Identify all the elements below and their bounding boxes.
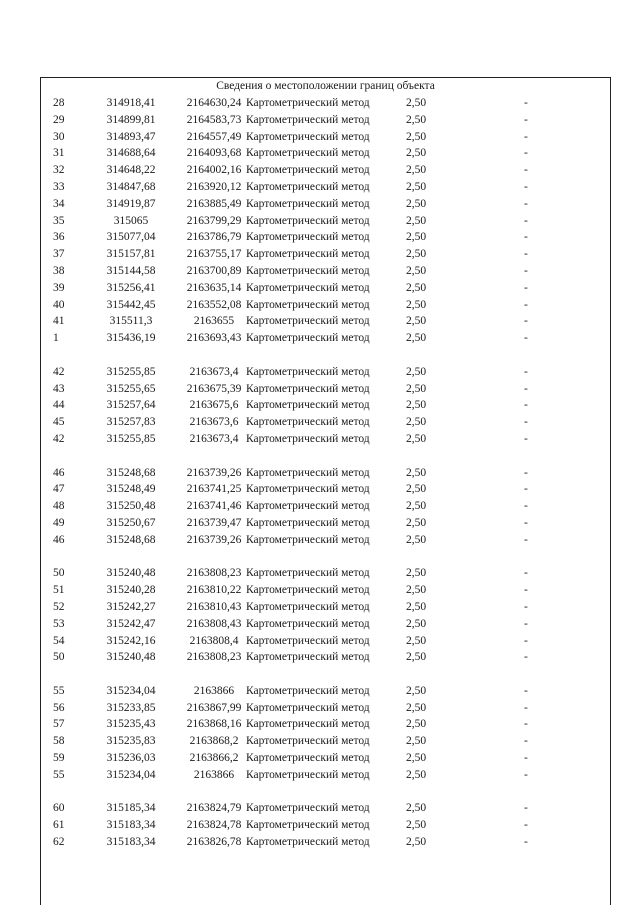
coordinate-y: 2163808,23	[186, 567, 242, 580]
method: Картометрический метод	[246, 819, 370, 832]
table-row	[41, 465, 610, 482]
description: -	[524, 315, 528, 328]
accuracy: 2,50	[406, 248, 427, 261]
point-number: 39	[53, 281, 65, 294]
method: Картометрический метод	[246, 197, 370, 210]
coordinate-x: 314688,64	[106, 147, 156, 160]
description: -	[524, 836, 528, 849]
point-number: 29	[53, 113, 65, 126]
coordinate-x: 315183,34	[106, 819, 156, 832]
coordinate-y: 2163635,14	[186, 281, 242, 294]
description: -	[524, 264, 528, 277]
accuracy: 2,50	[406, 836, 427, 849]
description: -	[524, 752, 528, 765]
point-number: 28	[53, 97, 65, 109]
table-row	[41, 313, 610, 330]
method: Картометрический метод	[246, 248, 370, 261]
method: Картометрический метод	[246, 130, 370, 143]
table-row	[41, 700, 610, 717]
coordinate-x: 315257,83	[106, 416, 156, 429]
coordinate-x: 315248,49	[106, 483, 156, 496]
coordinate-y: 2164630,24	[186, 97, 242, 109]
description: -	[524, 500, 528, 513]
point-number: 34	[53, 197, 65, 210]
point-number: 46	[53, 466, 65, 479]
coordinate-y: 2163866	[193, 768, 235, 781]
point-number: 61	[53, 819, 65, 832]
point-number: 51	[53, 584, 65, 597]
point-number: 43	[53, 382, 65, 395]
method: Картометрический метод	[246, 768, 370, 781]
accuracy: 2,50	[406, 768, 427, 781]
method: Картометрический метод	[246, 533, 370, 546]
table-row	[41, 162, 610, 179]
table-row	[41, 129, 610, 146]
accuracy: 2,50	[406, 600, 427, 613]
coordinate-x: 315255,65	[106, 382, 156, 395]
coordinate-x: 314919,87	[106, 197, 156, 210]
accuracy: 2,50	[406, 365, 427, 378]
description: -	[524, 432, 528, 445]
method: Картометрический метод	[246, 97, 370, 109]
point-number: 57	[53, 718, 65, 731]
accuracy: 2,50	[406, 466, 427, 479]
description: -	[524, 617, 528, 630]
coordinate-x: 315234,04	[106, 684, 156, 697]
point-number: 54	[53, 634, 65, 647]
boundary-table	[40, 77, 611, 905]
coordinate-y: 2163700,89	[186, 264, 242, 277]
coordinate-x: 314918,41	[106, 97, 156, 109]
table-row	[41, 800, 610, 817]
method: Картометрический метод	[246, 214, 370, 227]
point-number: 44	[53, 399, 65, 412]
coordinate-x: 315240,48	[106, 651, 156, 664]
coordinate-y: 2163810,43	[186, 600, 242, 613]
method: Картометрический метод	[246, 516, 370, 529]
point-number: 58	[53, 735, 65, 748]
coordinate-y: 2163868,16	[186, 718, 242, 731]
coordinate-y: 2163673,4	[189, 432, 239, 445]
accuracy: 2,50	[406, 281, 427, 294]
description: -	[524, 97, 528, 109]
coordinate-y: 2163824,79	[186, 802, 242, 815]
coordinate-x: 315234,04	[106, 768, 156, 781]
point-number: 38	[53, 264, 65, 277]
table-row	[41, 599, 610, 616]
coordinate-x: 315256,41	[106, 281, 156, 294]
table-row	[41, 649, 610, 666]
method: Картометрический метод	[246, 432, 370, 445]
coordinate-x: 315257,64	[106, 399, 156, 412]
table-row	[41, 112, 610, 129]
accuracy: 2,50	[406, 533, 427, 546]
method: Картометрический метод	[246, 634, 370, 647]
coordinate-y: 2163739,26	[186, 533, 242, 546]
coordinate-y: 2163824,78	[186, 819, 242, 832]
method: Картометрический метод	[246, 399, 370, 412]
coordinate-x: 314893,47	[106, 130, 156, 143]
table-row	[41, 582, 610, 599]
accuracy: 2,50	[406, 483, 427, 496]
description: -	[524, 634, 528, 647]
description: -	[524, 214, 528, 227]
coordinate-y: 2163693,43	[186, 332, 242, 345]
coordinate-y: 2164557,49	[186, 130, 242, 143]
table-row	[41, 414, 610, 431]
point-number: 46	[53, 533, 65, 546]
point-number: 48	[53, 500, 65, 513]
description: -	[524, 701, 528, 714]
description: -	[524, 147, 528, 160]
point-number: 42	[53, 365, 65, 378]
coordinate-y: 2163675,39	[186, 382, 242, 395]
accuracy: 2,50	[406, 802, 427, 815]
accuracy: 2,50	[406, 332, 427, 345]
coordinate-x: 315250,67	[106, 516, 156, 529]
description: -	[524, 180, 528, 193]
point-number: 55	[53, 684, 65, 697]
table-row	[41, 397, 610, 414]
coordinate-x: 314899,81	[106, 113, 156, 126]
method: Картометрический метод	[246, 147, 370, 160]
point-number: 37	[53, 248, 65, 261]
description: -	[524, 567, 528, 580]
accuracy: 2,50	[406, 752, 427, 765]
table-row	[41, 515, 610, 532]
method: Картометрический метод	[246, 584, 370, 597]
coordinate-y: 2163810,22	[186, 584, 242, 597]
method: Картометрический метод	[246, 298, 370, 311]
method: Картометрический метод	[246, 752, 370, 765]
coordinate-y: 2163673,6	[189, 416, 239, 429]
coordinate-x: 315065	[113, 214, 149, 227]
point-number: 31	[53, 147, 65, 160]
row-separator	[41, 666, 610, 683]
point-number: 36	[53, 231, 65, 244]
table-row	[41, 246, 610, 263]
coordinate-x: 315242,27	[106, 600, 156, 613]
method: Картометрический метод	[246, 416, 370, 429]
point-number: 55	[53, 768, 65, 781]
method: Картометрический метод	[246, 802, 370, 815]
accuracy: 2,50	[406, 516, 427, 529]
coordinate-x: 314648,22	[106, 164, 156, 177]
point-number: 42	[53, 432, 65, 445]
coordinate-x: 315157,81	[106, 248, 156, 261]
coordinate-y: 2163799,29	[186, 214, 242, 227]
row-separator	[41, 448, 610, 465]
coordinate-x: 315250,48	[106, 500, 156, 513]
description: -	[524, 332, 528, 345]
coordinate-y: 2163739,47	[186, 516, 242, 529]
table-row	[41, 834, 610, 851]
method: Картометрический метод	[246, 332, 370, 345]
description: -	[524, 684, 528, 697]
point-number: 35	[53, 214, 65, 227]
table-row	[41, 364, 610, 381]
coordinate-x: 315240,28	[106, 584, 156, 597]
method: Картометрический метод	[246, 365, 370, 378]
accuracy: 2,50	[406, 130, 427, 143]
accuracy: 2,50	[406, 231, 427, 244]
description: -	[524, 298, 528, 311]
coordinate-x: 315255,85	[106, 432, 156, 445]
method: Картометрический метод	[246, 382, 370, 395]
method: Картометрический метод	[246, 466, 370, 479]
accuracy: 2,50	[406, 584, 427, 597]
description: -	[524, 651, 528, 664]
row-separator	[41, 784, 610, 801]
coordinate-y: 2164002,16	[186, 164, 242, 177]
description: -	[524, 584, 528, 597]
table-row	[41, 481, 610, 498]
table-row	[41, 683, 610, 700]
table-row	[41, 716, 610, 733]
table-row	[41, 213, 610, 230]
table-row	[41, 297, 610, 314]
table-row	[41, 95, 610, 112]
coordinate-x: 315511,3	[109, 315, 153, 328]
accuracy: 2,50	[406, 735, 427, 748]
coordinate-y: 2163739,26	[186, 466, 242, 479]
accuracy: 2,50	[406, 180, 427, 193]
method: Картометрический метод	[246, 500, 370, 513]
accuracy: 2,50	[406, 651, 427, 664]
description: -	[524, 416, 528, 429]
point-number: 56	[53, 701, 65, 714]
description: -	[524, 819, 528, 832]
accuracy: 2,50	[406, 500, 427, 513]
point-number: 30	[53, 130, 65, 143]
coordinate-y: 2163808,23	[186, 651, 242, 664]
point-number: 45	[53, 416, 65, 429]
table-row	[41, 431, 610, 448]
accuracy: 2,50	[406, 701, 427, 714]
coordinate-x: 315248,68	[106, 533, 156, 546]
table-row	[41, 263, 610, 280]
coordinate-y: 2163741,25	[186, 483, 242, 496]
coordinate-x: 315240,48	[106, 567, 156, 580]
coordinate-y: 2163675,6	[189, 399, 239, 412]
coordinate-x: 315242,16	[106, 634, 156, 647]
coordinate-x: 315442,45	[106, 298, 156, 311]
method: Картометрический метод	[246, 281, 370, 294]
method: Картометрический метод	[246, 264, 370, 277]
accuracy: 2,50	[406, 315, 427, 328]
point-number: 50	[53, 567, 65, 580]
method: Картометрический метод	[246, 617, 370, 630]
method: Картометрический метод	[246, 600, 370, 613]
table-title: Сведения о местоположении границ объекта	[216, 80, 435, 92]
coordinate-y: 2163552,08	[186, 298, 242, 311]
point-number: 52	[53, 600, 65, 613]
table-row	[41, 179, 610, 196]
description: -	[524, 466, 528, 479]
table-body	[41, 95, 610, 851]
point-number: 33	[53, 180, 65, 193]
point-number: 1	[53, 332, 59, 345]
point-number: 41	[53, 315, 65, 328]
description: -	[524, 399, 528, 412]
coordinate-y: 2164583,73	[186, 113, 242, 126]
coordinate-x: 315183,34	[106, 836, 156, 849]
table-row	[41, 750, 610, 767]
coordinate-x: 315242,47	[106, 617, 156, 630]
method: Картометрический метод	[246, 701, 370, 714]
accuracy: 2,50	[406, 432, 427, 445]
description: -	[524, 533, 528, 546]
description: -	[524, 197, 528, 210]
accuracy: 2,50	[406, 399, 427, 412]
description: -	[524, 113, 528, 126]
table-row	[41, 330, 610, 347]
accuracy: 2,50	[406, 718, 427, 731]
method: Картометрический метод	[246, 651, 370, 664]
method: Картометрический метод	[246, 567, 370, 580]
description: -	[524, 130, 528, 143]
table-row	[41, 633, 610, 650]
method: Картометрический метод	[246, 113, 370, 126]
point-number: 60	[53, 802, 65, 815]
accuracy: 2,50	[406, 113, 427, 126]
coordinate-x: 315236,03	[106, 752, 156, 765]
accuracy: 2,50	[406, 819, 427, 832]
table-row	[41, 817, 610, 834]
accuracy: 2,50	[406, 214, 427, 227]
point-number: 62	[53, 836, 65, 849]
point-number: 50	[53, 651, 65, 664]
point-number: 40	[53, 298, 65, 311]
description: -	[524, 802, 528, 815]
accuracy: 2,50	[406, 684, 427, 697]
coordinate-x: 315255,85	[106, 365, 156, 378]
description: -	[524, 164, 528, 177]
coordinate-y: 2163826,78	[186, 836, 242, 849]
coordinate-x: 315077,04	[106, 231, 156, 244]
coordinate-x: 315235,83	[106, 735, 156, 748]
point-number: 32	[53, 164, 65, 177]
method: Картометрический метод	[246, 684, 370, 697]
table-row	[41, 229, 610, 246]
accuracy: 2,50	[406, 416, 427, 429]
method: Картометрический метод	[246, 315, 370, 328]
description: -	[524, 382, 528, 395]
description: -	[524, 281, 528, 294]
method: Картометрический метод	[246, 483, 370, 496]
method: Картометрический метод	[246, 231, 370, 244]
point-number: 49	[53, 516, 65, 529]
accuracy: 2,50	[406, 197, 427, 210]
description: -	[524, 735, 528, 748]
method: Картометрический метод	[246, 180, 370, 193]
description: -	[524, 718, 528, 731]
table-row	[41, 532, 610, 549]
accuracy: 2,50	[406, 298, 427, 311]
row-separator	[41, 347, 610, 364]
row-separator	[41, 549, 610, 566]
table-row	[41, 565, 610, 582]
coordinate-x: 315144,58	[106, 264, 156, 277]
description: -	[524, 231, 528, 244]
table-row	[41, 767, 610, 784]
coordinate-y: 2163755,17	[186, 248, 242, 261]
accuracy: 2,50	[406, 617, 427, 630]
coordinate-y: 2163885,49	[186, 197, 242, 210]
coordinate-x: 315185,34	[106, 802, 156, 815]
description: -	[524, 768, 528, 781]
accuracy: 2,50	[406, 567, 427, 580]
table-row	[41, 196, 610, 213]
accuracy: 2,50	[406, 634, 427, 647]
coordinate-y: 2163808,43	[186, 617, 242, 630]
coordinate-x: 315235,43	[106, 718, 156, 731]
coordinate-y: 2163786,79	[186, 231, 242, 244]
point-number: 59	[53, 752, 65, 765]
table-row	[41, 616, 610, 633]
method: Картометрический метод	[246, 836, 370, 849]
description: -	[524, 248, 528, 261]
table-row	[41, 498, 610, 515]
table-row	[41, 733, 610, 750]
coordinate-x: 314847,68	[106, 180, 156, 193]
coordinate-y: 2163866	[193, 684, 235, 697]
coordinate-y: 2163655	[193, 315, 235, 328]
description: -	[524, 483, 528, 496]
coordinate-y: 2163920,12	[186, 180, 242, 193]
table-row	[41, 381, 610, 398]
table-row	[41, 280, 610, 297]
method: Картометрический метод	[246, 735, 370, 748]
coordinate-x: 315436,19	[106, 332, 156, 345]
coordinate-y: 2164093,68	[186, 147, 242, 160]
table-row	[41, 145, 610, 162]
point-number: 53	[53, 617, 65, 630]
description: -	[524, 600, 528, 613]
accuracy: 2,50	[406, 164, 427, 177]
accuracy: 2,50	[406, 382, 427, 395]
coordinate-y: 2163866,2	[189, 752, 239, 765]
accuracy: 2,50	[406, 147, 427, 160]
description: -	[524, 365, 528, 378]
coordinate-y: 2163808,4	[189, 634, 239, 647]
coordinate-y: 2163868,2	[189, 735, 239, 748]
accuracy: 2,50	[406, 264, 427, 277]
coordinate-y: 2163867,99	[186, 701, 242, 714]
method: Картометрический метод	[246, 718, 370, 731]
accuracy: 2,50	[406, 97, 427, 109]
method: Картометрический метод	[246, 164, 370, 177]
coordinate-y: 2163673,4	[189, 365, 239, 378]
coordinate-x: 315248,68	[106, 466, 156, 479]
coordinate-x: 315233,85	[106, 701, 156, 714]
description: -	[524, 516, 528, 529]
coordinate-y: 2163741,46	[186, 500, 242, 513]
point-number: 47	[53, 483, 65, 496]
